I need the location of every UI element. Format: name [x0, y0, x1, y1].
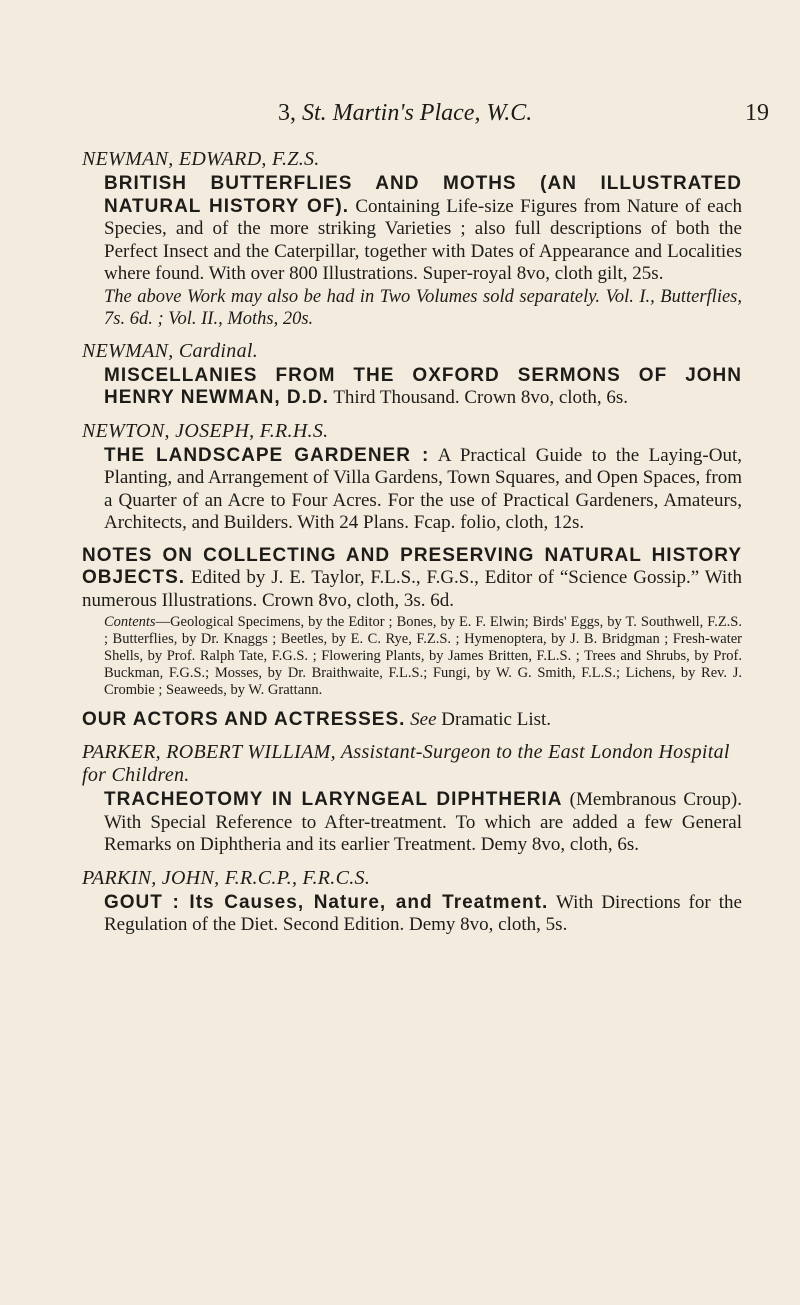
entry-description: With Directions for the Regulation of the Diet. Second Edition. Demy 8vo, cloth, 5s.: [104, 891, 742, 935]
running-header: [278, 100, 532, 127]
page-number: 19: [745, 100, 769, 126]
entry-title: NOTES ON COLLECTING AND PRESERVING NATURAL HISTORY OBJECTS.: [82, 544, 742, 588]
entry-body: [82, 789, 742, 857]
entry-author: NEWMAN, Cardinal.: [82, 339, 259, 362]
entry-title: MISCELLANIES FROM THE OXFORD SERMONS OF JOHN HENRY NEWMAN, D.D.: [104, 364, 742, 408]
catalogue-entry: [82, 867, 742, 937]
see-target: Dramatic List.: [441, 709, 552, 730]
catalogue-entry: [82, 709, 742, 731]
entry-title: THE LANDSCAPE GARDENER :: [104, 444, 430, 466]
entry-contents: [82, 614, 742, 699]
entry-author: PARKIN, JOHN, F.R.C.P., F.R.C.S.: [82, 866, 371, 889]
entry-body: [82, 545, 742, 613]
entry-description: Third Thousand. Crown 8vo, cloth, 6s.: [328, 387, 628, 408]
entry-title: BRITISH BUTTERFLIES AND MOTHS (AN ILLUSTRATED NATURAL HISTORY OF).: [104, 173, 742, 217]
catalogue-entry: [82, 420, 742, 535]
entry-author: NEWMAN, EDWARD, F.Z.S.: [82, 148, 320, 170]
entry-body: [82, 892, 742, 937]
entry-author: PARKER, ROBERT WILLIAM, Assistant-Surgeon to the East London Hospital for Children.: [82, 741, 730, 786]
contents-text: —Geological Specimens, by the Editor ; Bones, by E. F. Elwin; Birds' Eggs, by T. Southwell, F.Z.S. ; Butterflies, by Dr. Knaggs ; Beetles, by E. C. Rye, F.Z.S. ; Hymenoptera, by J. B. Bridgman ; Fresh-water Shells, by Prof. Ralph Tate, F.G.S. ; Flowering Plants, by James Britten, F.L.S. ; Trees and Shrubs, by Prof. Buckman, F.G.S.; Mosses, by Dr. Braithwaite, F.L.S.; Fungi, by W. G. Smith, F.L.S.; Lichens, by Rev. J. Crombie ; Seaweeds, by W. Grattann.: [104, 614, 742, 698]
entry-body: [82, 173, 742, 330]
entry-note: The above Work may also be had in Two Volumes sold separately. Vol. I., Butterflies, 7s. 6d. ; Vol. II., Moths, 20s.: [104, 286, 742, 329]
catalogue-entry: [82, 741, 742, 857]
entry-author: NEWTON, JOSEPH, F.R.H.S.: [82, 419, 329, 442]
entry-description: (Membranous Croup). With Special Reference to After-treatment. To which are added a few General Remarks on Diphtheria and its earlier Treatment. Demy 8vo, cloth, 6s.: [104, 789, 743, 855]
entry-body: [82, 445, 742, 535]
entry-title: GOUT : Its Causes, Nature, and Treatment.: [104, 891, 549, 913]
header-title: St. Martin's Place, W.C.: [302, 100, 533, 126]
entry-body: [82, 365, 742, 410]
catalogue-entry: [82, 545, 742, 700]
catalogue-listing: [82, 148, 742, 947]
catalogue-entry: [82, 340, 742, 410]
entry-description: Edited by J. E. Taylor, F.L.S., F.G.S., Editor of “Science Gossip.” With numerous Illustrations. Crown 8vo, cloth, 3s. 6d.: [82, 567, 742, 611]
entry-title: TRACHEOTOMY IN LARYNGEAL DIPHTHERIA: [104, 789, 563, 810]
entry-title: OUR ACTORS AND ACTRESSES.: [82, 709, 406, 730]
contents-label: Contents: [104, 614, 156, 630]
entry-description: A Practical Guide to the Laying-Out, Planting, and Arrangement of Villa Gardens, Town Squares, and Open Spaces, from a Quarter of an Acre to Four Acres. For the use of Practical Gardeners, Amateurs, Architects, and Builders. With 24 Plans. Fcap. folio, cloth, 12s.: [104, 444, 742, 533]
see-label: See: [410, 709, 437, 730]
catalogue-entry: [82, 148, 742, 330]
header-prefix: 3,: [278, 100, 302, 126]
entry-description: Containing Life-size Figures from Nature of each Species, and of the more striking Varieties ; also full descriptions of both the Perfect Insect and the Caterpillar, together with Dates of Appearance and Localities where found. With over 800 Illustrations. Super-royal 8vo, cloth gilt, 25s.: [104, 195, 742, 284]
